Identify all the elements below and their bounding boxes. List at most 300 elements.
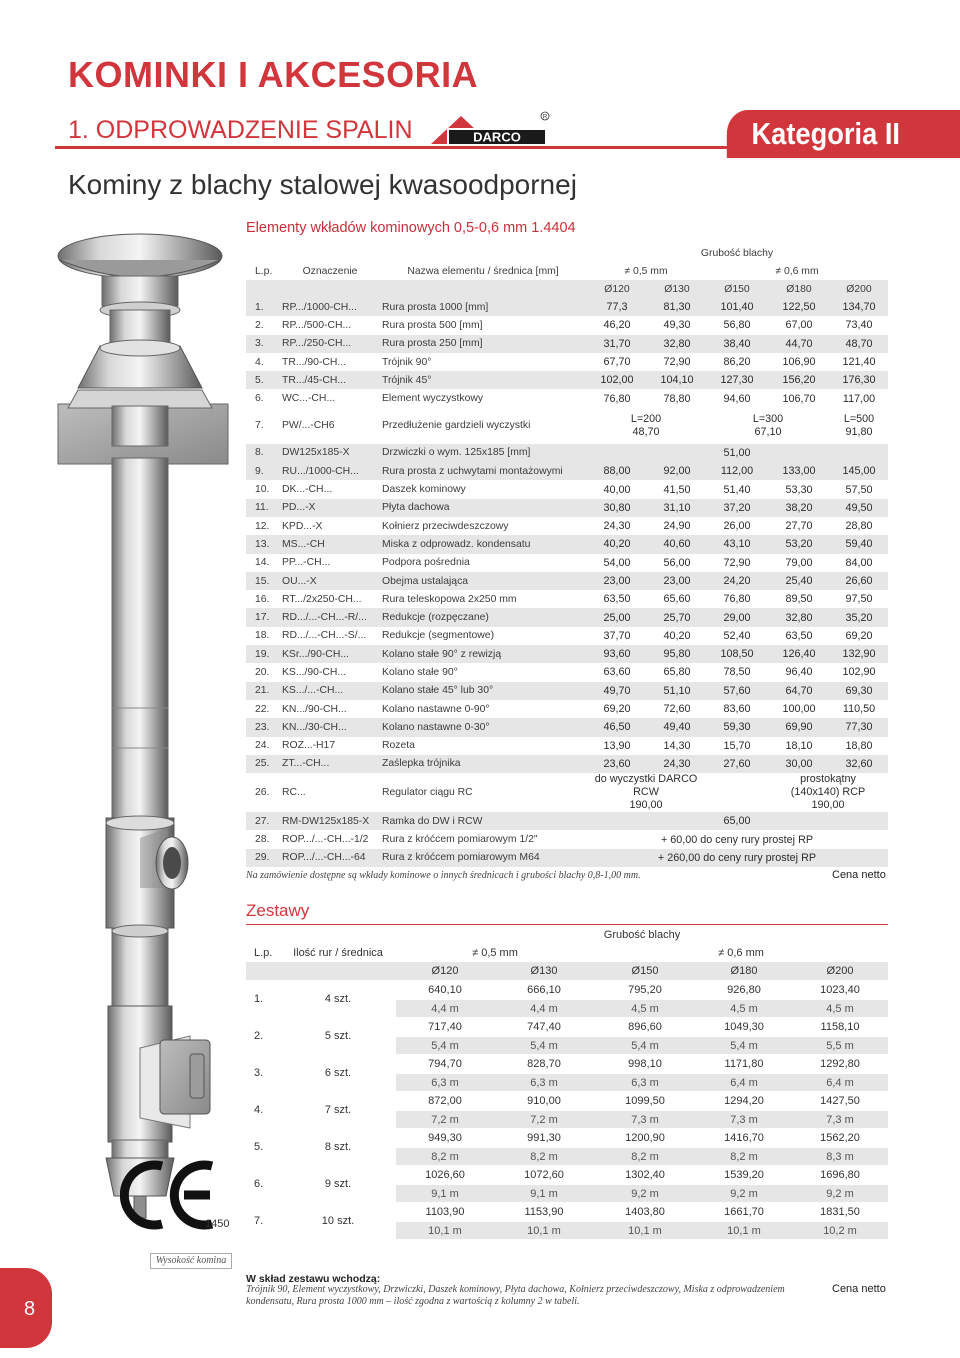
row-code: RC... [282,787,306,799]
table-row [246,608,888,626]
row-price: 31,70 [586,335,648,353]
row-name: Kolano stałe 45° lub 30° [380,682,586,700]
row7-c-value: 91,80 [845,425,873,438]
row-price: 145,00 [830,462,888,480]
row-price: 53,20 [768,535,830,553]
row-price: 49,70 [586,682,648,700]
sets-heading: Zestawy [246,901,310,920]
thickness-header: Grubość blachy [700,247,774,259]
row7-c-label: L=500 [843,412,875,425]
chimney-height-label: Wysokość komina [150,1253,232,1269]
row-lp: 16. [255,593,270,605]
row-price: 69,20 [603,703,631,716]
row-price: 43,10 [706,535,768,553]
row7-c [830,408,888,444]
row-lp: 29. [246,849,280,867]
sets-header-main [246,944,888,962]
table-row [246,572,888,590]
set-price: 949,30 [428,1132,462,1144]
row-code: RD.../...-CH...-R/... [280,608,380,626]
section-subtitle: 1. ODPROWADZENIE SPALIN [68,116,413,144]
row-price: + 60,00 do ceny rury prostej RP [660,833,814,846]
row-price: 31,10 [648,499,706,517]
row-name: Kolano stałe 90° [382,666,458,678]
set-price: 1200,90 [625,1132,665,1144]
sets-col-d200: Ø200 [792,962,888,980]
sets-col-d180: Ø180 [696,962,792,980]
row-lp: 6. [255,393,264,405]
table-row [246,462,888,480]
table-row [246,737,888,755]
row-price: 13,90 [603,739,631,752]
table-row [246,499,888,517]
row-price: 40,60 [648,535,706,553]
set-price: 747,40 [527,1021,561,1033]
row-lp: 15. [246,572,280,590]
set-height: 4,5 m [594,1000,696,1017]
set-lp: 6. [254,1177,264,1190]
row-lp: 25. [246,755,280,773]
page-number: 8 [24,1298,36,1320]
set-price: 991,30 [527,1132,561,1144]
row-price: 72,90 [723,556,751,569]
row-price: 46,50 [586,718,648,736]
set-height: 4,5 m [792,1000,888,1017]
row-name: Kolano nastawne 0-30° [380,718,586,736]
set-price: 1831,50 [820,1206,860,1218]
row-price: 38,20 [768,499,830,517]
set-lp: 3. [254,1066,264,1079]
row-price: 48,70 [830,335,888,353]
sets-price-row [246,1054,888,1074]
row-lp: 10. [255,484,270,496]
row-name: Zaślepka trójnika [380,755,586,773]
row-price: 101,40 [706,298,768,316]
row-code: RP.../500-CH... [282,319,352,331]
row-code: KPD...-X [282,520,323,532]
row-code: RT.../2x250-CH... [282,593,362,605]
row-price: 122,50 [768,298,830,316]
row-price: 25,00 [586,608,648,626]
elements-heading: Elementy wkładów kominowych 0,5-0,6 mm 1.4404 [246,220,576,236]
svg-text:R: R [542,114,548,121]
row-price: 106,70 [782,392,816,405]
set-height: 7,3 m [792,1111,888,1128]
row-price: 59,30 [706,718,768,736]
set-lp: 5. [254,1140,264,1153]
row-lp: 22. [255,703,270,715]
header-row-main [246,262,888,280]
row-price: 63,50 [785,629,813,642]
row-code: DK...-CH... [282,484,333,496]
row-code: WC...-CH... [282,393,336,405]
row-price: 52,40 [723,629,751,642]
row-price: 24,90 [663,520,691,533]
sets-thickness-header: Grubość blachy [603,929,681,941]
set-qty: 7 szt. [324,1103,352,1116]
row-price: 18,80 [845,739,873,752]
row-price: 110,50 [842,703,876,716]
set-price: 1661,70 [724,1206,764,1218]
set-height: 7,2 m [396,1111,494,1128]
set-height: 8,2 m [396,1148,494,1165]
set-qty: 5 szt. [324,1029,352,1042]
table-row [246,645,888,663]
row-price: 176,30 [830,371,888,389]
table-row [246,755,888,773]
row-price: 49,30 [663,319,691,332]
row-price: 51,10 [648,682,706,700]
row-price: 23,00 [648,572,706,590]
row26-b-price: 190,00 [811,799,845,812]
set-height: 8,2 m [494,1148,594,1165]
row-price: 37,20 [706,499,768,517]
chimney-illustration [40,228,240,1288]
row26-b-line1: prostokątny [800,773,856,786]
row-name: Przedłużenie gardzieli wyczystki [382,420,531,432]
set-height: 8,2 m [696,1148,792,1165]
page-heading: Kominy z blachy stalowej kwasoodpornej [68,169,577,200]
row-price: 40,00 [603,483,631,496]
table-row [246,316,888,334]
sets-col-d120: Ø120 [396,962,494,980]
set-height: 5,5 m [792,1037,888,1054]
set-qty: 4 szt. [324,992,352,1005]
row-price: 102,90 [842,666,876,679]
set-height: 10,2 m [792,1222,888,1239]
row-lp: 7. [255,420,264,432]
set-price: 1539,20 [724,1169,764,1181]
set-qty: 10 szt. [321,1214,355,1227]
row-price: 35,20 [830,608,888,626]
set-price: 1049,30 [724,1021,764,1033]
row-price: + 260,00 do ceny rury prostej RP [586,849,888,867]
row7-b-label: L=300 [752,412,784,425]
row-code: ZT...-CH... [280,755,380,773]
set-price: 896,60 [628,1021,662,1033]
sets-price-row [246,980,888,1000]
row-price: 49,40 [648,718,706,736]
row-price: 56,00 [663,556,691,569]
set-lp: 1. [254,992,264,1005]
row-price: 27,60 [706,755,768,773]
row-price: 25,70 [648,608,706,626]
row-code: KN.../30-CH... [280,718,380,736]
row-name: Rura prosta 1000 [mm] [380,298,586,316]
row-price: 84,00 [845,556,873,569]
row26-a-line1: do wyczystki DARCO [594,773,698,786]
set-height: 5,4 m [396,1037,494,1054]
table-row [246,389,888,407]
col-d150: Ø150 [706,280,768,298]
row-price: 51,40 [723,483,751,496]
sets-col-lp: L.p. [254,947,273,959]
col-code: Oznaczenie [302,265,358,277]
set-price: 1072,60 [524,1169,564,1181]
row-price: 132,90 [830,645,888,663]
row-price: 32,80 [648,335,706,353]
row-price: 78,80 [663,392,691,405]
row-price: 14,30 [663,739,691,752]
row-name: Obejma ustalająca [380,572,586,590]
set-price: 717,40 [428,1021,462,1033]
row-price: 117,00 [842,392,876,405]
row-price: 40,20 [586,535,648,553]
row-lp: 9. [246,462,280,480]
row-code: RM-DW125x185-X [280,812,380,830]
row-name: Rura z króćcem pomiarowym M64 [380,849,586,867]
row-lp: 23. [246,718,280,736]
row-lp: 27. [246,812,280,830]
table-row [246,535,888,553]
sets-header-diameters [246,962,888,980]
elements-table [246,244,888,867]
set-price: 1099,50 [625,1095,665,1107]
table-row [246,353,888,371]
sets-col-t06: ≠ 0,6 mm [718,947,764,959]
row-price: 95,80 [648,645,706,663]
set-price: 1403,80 [625,1206,665,1218]
set-price: 998,10 [628,1058,662,1070]
row-price: 76,80 [603,392,631,405]
row-price: 92,00 [648,462,706,480]
row-price: 65,00 [586,812,888,830]
set-height: 9,1 m [396,1185,494,1202]
sets-price-row [246,1128,888,1148]
table-row [246,718,888,736]
row-name: Rura teleskopowa 2x250 mm [382,593,517,605]
sets-divider [246,924,888,925]
row-price: 27,70 [785,520,813,533]
set-height: 5,4 m [696,1037,792,1054]
row-lp: 12. [255,520,270,532]
row-code: MS...-CH [280,535,380,553]
row-price: 79,00 [785,556,813,569]
row-price: 28,80 [845,520,873,533]
row-name: Rura z króćcem pomiarowym 1/2" [382,834,538,846]
set-lp: 4. [254,1103,264,1116]
row-price: 15,70 [723,739,751,752]
set-price: 1427,50 [820,1095,860,1107]
row-name: Miska z odprowadz. kondensatu [380,535,586,553]
sets-price-row [246,1165,888,1185]
row-price: 65,60 [663,593,691,606]
set-price: 1026,60 [425,1169,465,1181]
row-code: RD.../...-CH...-S/... [282,630,367,642]
row-price: 108,50 [706,645,768,663]
row-name: Rura prosta 250 [mm] [380,335,586,353]
row-code: TR.../45-CH... [280,371,380,389]
row-price: 24,20 [706,572,768,590]
sets-price-row [246,1017,888,1037]
sets-col-d150: Ø150 [594,962,696,980]
set-height: 7,2 m [494,1111,594,1128]
row26-b [768,773,888,812]
row-price: 72,90 [663,356,691,369]
set-height: 10,1 m [696,1222,792,1239]
header-row-diameters [246,280,888,298]
set-height: 7,3 m [696,1111,792,1128]
darco-logo-text: DARCO [473,129,521,145]
row-code: PW/...-CH6 [282,420,335,432]
row-price: 77,30 [830,718,888,736]
row-lp: 4. [255,356,264,368]
darco-logo [427,110,552,148]
row26-a-line2: RCW [633,786,659,799]
row-code: ROP.../...-CH...-64 [280,849,380,867]
row26-a-price: 190,00 [629,799,663,812]
set-price: 1153,90 [524,1206,564,1218]
row-price: 81,30 [648,298,706,316]
set-price: 910,00 [527,1095,561,1107]
set-qty: 8 szt. [324,1140,352,1153]
category-badge: Kategoria II [727,110,960,158]
row-price: 23,60 [586,755,648,773]
sets-price-net-label: Cena netto [832,1283,886,1295]
row-price: 64,70 [768,682,830,700]
row-price: 24,30 [603,520,631,533]
row-code: PD...-X [280,499,380,517]
set-price: 1292,80 [820,1058,860,1070]
ce-notified-body-number: 1450 [205,1218,230,1230]
price-net-label: Cena netto [832,869,886,881]
row-price: 94,60 [723,392,751,405]
set-price: 640,10 [428,984,462,996]
set-height: 10,1 m [494,1222,594,1239]
set-height: 4,4 m [494,1000,594,1017]
set-price: 1696,80 [820,1169,860,1181]
row-lp: 20. [255,666,270,678]
row-name: Regulator ciągu RC [382,787,473,799]
sets-composition-label: W skład zestawu wchodzą: [246,1273,381,1285]
set-price: 794,70 [428,1058,462,1070]
set-price: 1294,20 [724,1095,764,1107]
col-thickness-06: ≠ 0,6 mm [775,265,819,277]
row-price: 133,00 [768,462,830,480]
set-qty: 6 szt. [324,1066,352,1079]
set-height: 9,2 m [594,1185,696,1202]
set-height: 5,4 m [594,1037,696,1054]
row-price: 25,40 [768,572,830,590]
set-height: 7,3 m [594,1111,696,1128]
row-code: PP...-CH... [282,557,331,569]
row-price: 49,50 [830,499,888,517]
row-lp: 28. [255,834,270,846]
table-row [246,663,888,681]
set-price: 795,20 [628,984,662,996]
row26-b-line2: (140x140) RCP [790,786,866,799]
row-code: KS.../...-CH... [280,682,380,700]
row-price: 56,80 [723,319,751,332]
set-price: 926,80 [727,984,761,996]
row-name: Daszek kominowy [382,484,466,496]
col-thickness-05: ≠ 0,5 mm [624,265,668,277]
row7-a [586,408,706,444]
row-lp: 18. [255,630,270,642]
row-code: ROZ...-H17 [282,740,336,752]
row-price: 134,70 [830,298,888,316]
row-code: KN.../90-CH... [282,703,347,715]
page-header-title: KOMINKI I AKCESORIA [68,54,479,95]
table-row [246,830,888,848]
row-name: Drzwiczki o wym. 125x185 [mm] [380,444,586,462]
row-price: 44,70 [768,335,830,353]
row-name: Redukcje (segmentowe) [382,630,495,642]
row-price: 37,70 [603,629,631,642]
table-row [246,700,888,718]
row-name: Kolano nastawne 0-90° [382,703,490,715]
table-row [246,408,888,444]
row-price: 32,60 [830,755,888,773]
row-price: 29,00 [706,608,768,626]
custom-order-note: Na zamówienie dostępne są wkłady kominowe o innych średnicach i grubości blachy 0,8-1,00 mm. [246,870,641,881]
row-code: DW125x185-X [280,444,380,462]
row-price: 67,70 [603,356,631,369]
row-price: 86,20 [723,356,751,369]
sets-table [246,926,888,1239]
row-lp: 11. [246,499,280,517]
table-row [246,298,888,316]
row-price: 59,40 [830,535,888,553]
col-name: Nazwa elementu / średnica [mm] [407,265,559,277]
row-lp: 21. [246,682,280,700]
table-row [246,554,888,572]
row7-b-value: 67,10 [754,425,782,438]
sets-col-t05: ≠ 0,5 mm [472,947,518,959]
set-price: 1562,20 [820,1132,860,1144]
row-price: 97,50 [845,593,873,606]
table-row [246,480,888,498]
row-name: Rura prosta z uchwytami montażowymi [380,462,586,480]
row-name: Rura prosta 500 [mm] [382,319,483,331]
row-name: Redukcje (rozpęczane) [380,608,586,626]
row-name: Płyta dachowa [380,499,586,517]
table-row [246,371,888,389]
col-lp: L.p. [255,265,273,277]
set-price: 828,70 [527,1058,561,1070]
set-height: 8,3 m [792,1148,888,1165]
set-price: 666,10 [527,984,561,996]
row-lp: 3. [246,335,280,353]
set-height: 6,3 m [494,1074,594,1091]
row-price: 24,30 [648,755,706,773]
row-code: RU.../1000-CH... [280,462,380,480]
row-price: 100,00 [782,703,816,716]
row7-b [706,408,830,444]
set-height: 6,4 m [696,1074,792,1091]
row-price: 93,60 [586,645,648,663]
row-price: 69,90 [768,718,830,736]
set-height: 10,1 m [594,1222,696,1239]
set-price: 1171,80 [724,1058,764,1070]
row-price: 77,3 [586,298,648,316]
set-height: 10,1 m [396,1222,494,1239]
row-name: Trójnik 90° [382,356,432,368]
row-price: 51,00 [586,444,888,462]
row-price: 78,50 [723,666,751,679]
col-d200: Ø200 [830,280,888,298]
col-d180: Ø180 [768,280,830,298]
row-price: 30,00 [768,755,830,773]
sets-composition-text: Trójnik 90, Element wyczystkowy, Drzwiczki, Daszek kominowy, Płyta dachowa, Kołnierz przeciwdeszczowy, Miska z odprowadzeniem kondensatu, Rura prosta 1000 mm – ilość zgodna z wartością z kolumny 2 w tabeli. [246,1284,785,1307]
set-height: 6,4 m [792,1074,888,1091]
row-code: KSr.../90-CH... [280,645,380,663]
row-price: 106,90 [782,356,816,369]
row-price: 127,30 [706,371,768,389]
set-height: 9,2 m [792,1185,888,1202]
table-row [246,812,888,830]
row-price: 26,60 [830,572,888,590]
